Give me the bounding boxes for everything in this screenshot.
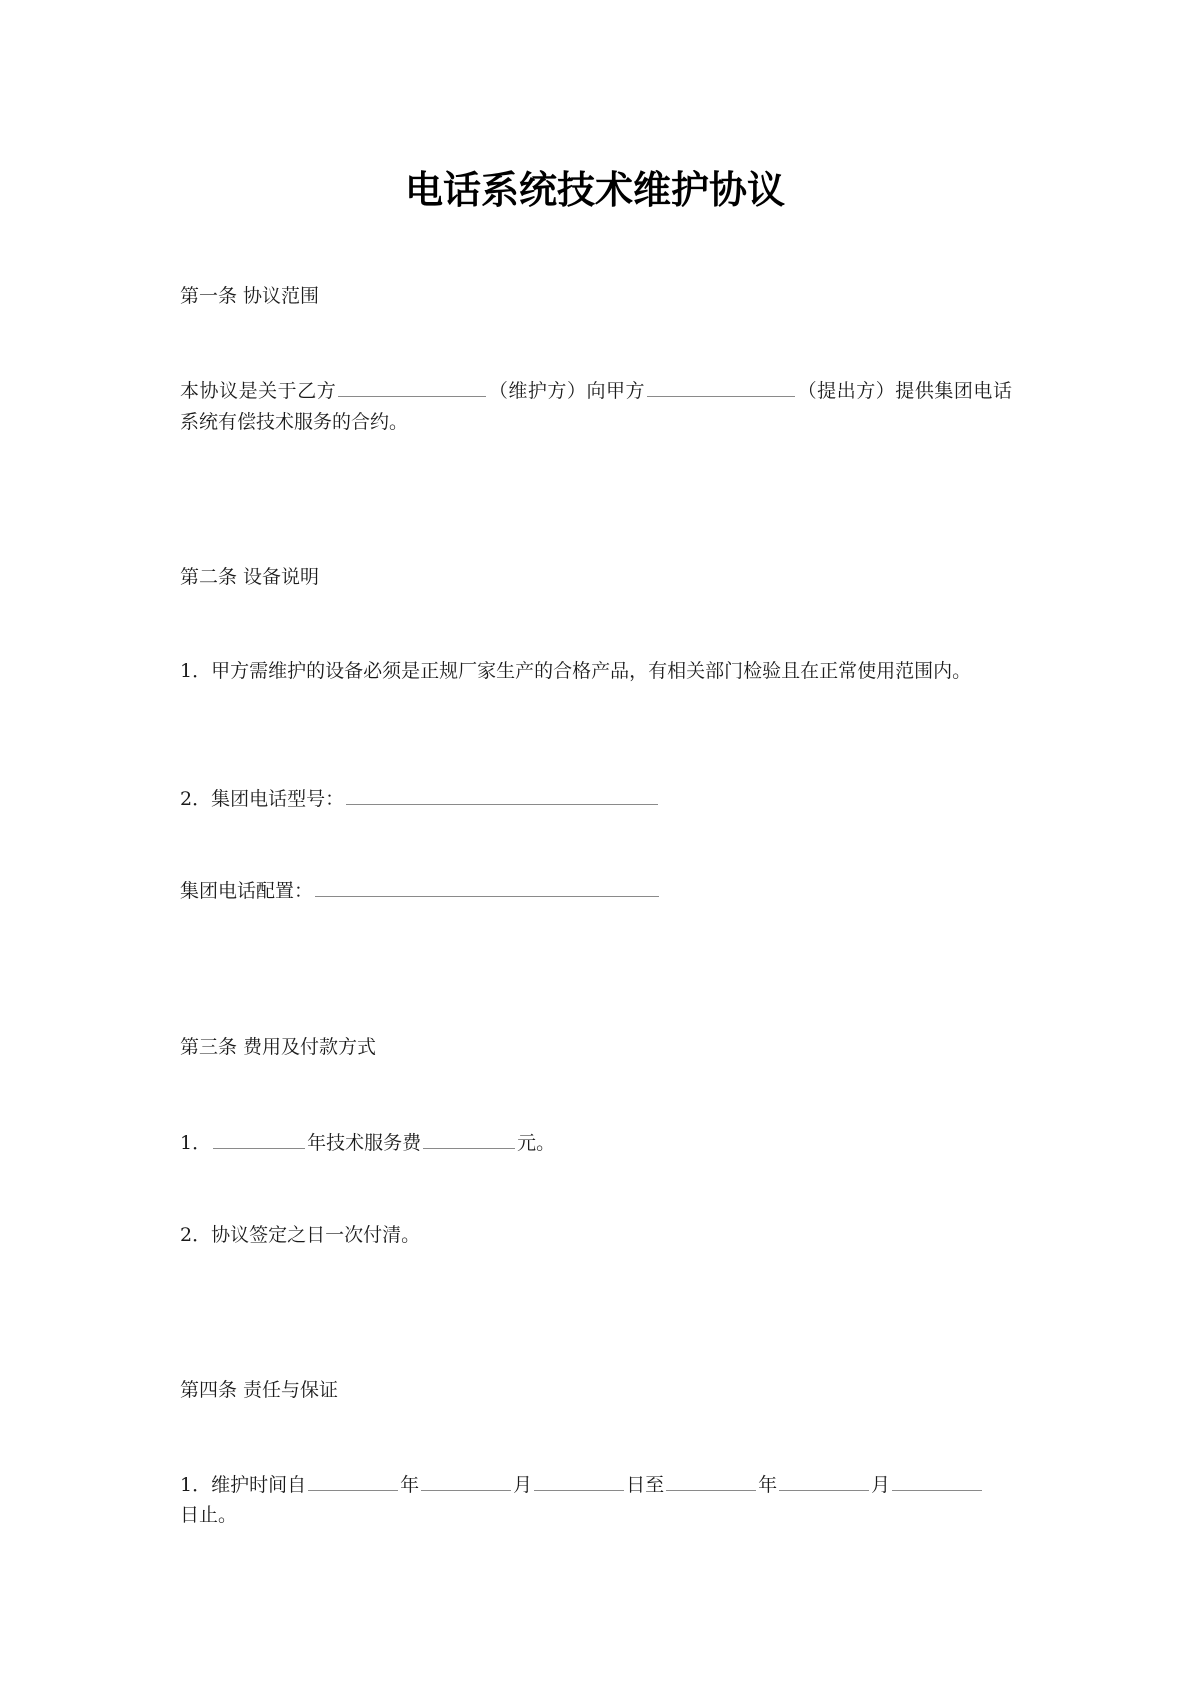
requester-blank[interactable] [647,374,795,397]
phone-model-blank[interactable] [346,782,658,805]
section-3-heading: 第三条 费用及付款方式 [180,1036,377,1058]
para-text-3: （提出方）提供集团电话系统有偿技术服务的合约。 [180,380,1012,433]
document-title: 电话系统技术维护协议 [404,168,785,212]
section-4-heading: 第四条 责任与保证 [180,1379,339,1401]
equipment-requirement: 1．甲方需维护的设备必须是正规厂家生产的合格产品，有相关部门检验且在正常使用范围内。 [180,660,972,682]
period-end: 日止。 [180,1504,238,1526]
section-1-heading: 第一条 协议范围 [180,285,320,307]
years-blank[interactable] [213,1126,305,1149]
section-1-paragraph [180,374,1012,438]
start-month-blank[interactable] [421,1468,511,1491]
phone-config-row [180,874,661,907]
end-month-blank[interactable] [779,1468,869,1491]
fee-suffix: 元。 [517,1132,556,1154]
phone-config-label: 集团电话配置： [180,880,314,902]
fee-mid: 年技术服务费 [307,1132,422,1154]
payment-term: 2．协议签定之日一次付清。 [180,1224,421,1246]
day-to-label: 日至 [626,1474,665,1496]
fee-prefix: 1． [180,1132,212,1154]
end-day-blank[interactable] [892,1468,982,1491]
maintenance-period-row [180,1468,984,1501]
month-label: 月 [513,1474,533,1496]
section-2-heading: 第二条 设备说明 [180,566,320,588]
fee-row [180,1126,555,1159]
year-label: 年 [400,1474,420,1496]
phone-config-blank[interactable] [315,874,659,897]
para-text-1: 本协议是关于乙方 [180,380,337,402]
para-text-2: （维护方）向甲方 [488,380,646,402]
year-label: 年 [758,1474,778,1496]
start-day-blank[interactable] [534,1468,624,1491]
phone-model-label: 2．集团电话型号： [180,788,345,810]
maintainer-blank[interactable] [338,374,486,397]
month-label: 月 [871,1474,891,1496]
phone-model-row [180,782,660,815]
period-prefix: 1．维护时间自 [180,1474,307,1496]
start-year-blank[interactable] [308,1468,398,1491]
end-year-blank[interactable] [666,1468,756,1491]
fee-amount-blank[interactable] [423,1126,515,1149]
